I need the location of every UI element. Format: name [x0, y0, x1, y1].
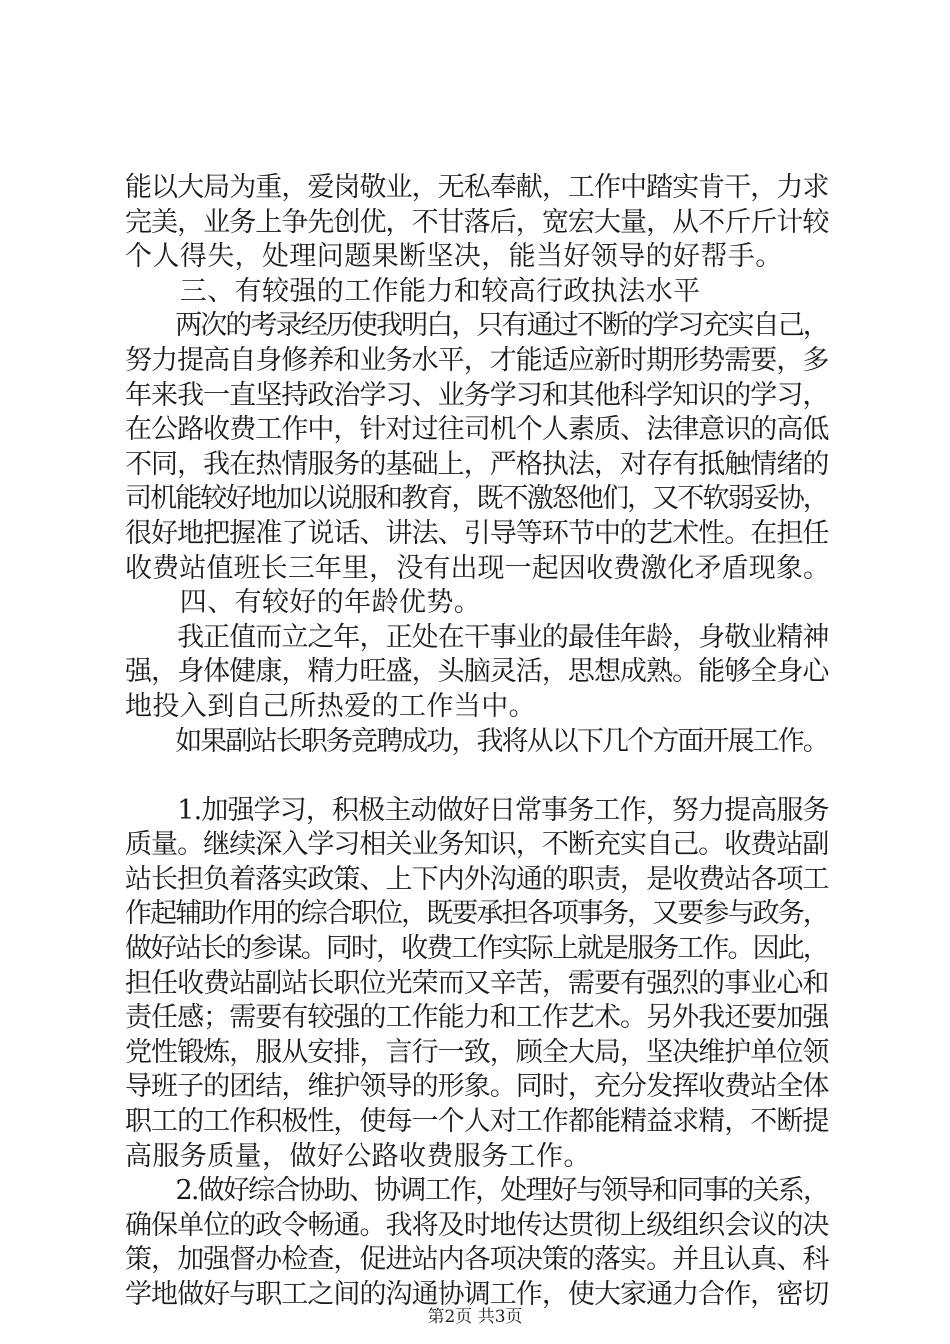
text-line: 收费站值班长三年里，没有出现一起因收费激化矛盾现象。	[125, 552, 831, 584]
text-line: 策，加强督办检查，促进站内各项决策的落实。并且认真、科	[125, 1244, 829, 1276]
blank-line	[125, 759, 830, 794]
text-line: 努力提高自身修养和业务水平，才能适应新时期形势需要，多	[125, 344, 829, 376]
text-line: 年来我一直坚持政治学习、业务学习和其他科学知识的学习，	[125, 379, 829, 411]
text-line: 地投入到自己所热爱的工作当中。	[125, 690, 536, 722]
text-line: 个人得失，处理问题果断坚决，能当好领导的好帮手。	[125, 241, 783, 273]
page-footer: 第2页 共3页	[427, 1307, 523, 1327]
text-line: 如果副站长职务竞聘成功，我将从以下几个方面开展工作。	[125, 725, 828, 757]
text-line: 职工的工作积极性，使每一个人对工作都能精益求精，不断提	[125, 1106, 829, 1138]
text-line: 党性锻炼，服从安排，言行一致，顾全大局，坚决维护单位领	[125, 1036, 829, 1068]
text-line: 责任感；需要有较强的工作能力和工作艺术。另外我还要加强	[125, 1002, 829, 1034]
document-body	[125, 171, 830, 1313]
text-line: 站长担负着落实政策、上下内外沟通的职责，是收费站各项工	[125, 863, 829, 895]
text-line: 确保单位的政令畅通。我将及时地传达贯彻上级组织会议的决	[125, 1209, 829, 1241]
text-line: 在公路收费工作中，针对过往司机个人素质、法律意识的高低	[125, 414, 829, 446]
text-line: 2.做好综合协助、协调工作，处理好与领导和同事的关系，	[125, 1175, 829, 1207]
text-line: 我正值而立之年，正处在干事业的最佳年龄，身敬业精神	[125, 621, 829, 653]
text-line: 司机能较好地加以说服和教育，既不激怒他们，又不软弱妥协，	[125, 483, 828, 515]
text-line: 学地做好与职工之间的沟通协调工作，使大家通力合作，密切	[125, 1279, 829, 1310]
text-line: 1.加强学习，积极主动做好日常事务工作，努力提高服务	[125, 794, 829, 826]
text-line: 作起辅助作用的综合职位，既要承担各项事务，又要参与政务，	[125, 898, 828, 930]
text-line: 强，身体健康，精力旺盛，头脑灵活，思想成熟。能够全身心	[125, 656, 829, 688]
text-line: 四、有较好的年龄优势。	[125, 587, 482, 619]
text-line: 导班子的团结，维护领导的形象。同时，充分发挥收费站全体	[125, 1071, 829, 1103]
text-line: 高服务质量，做好公路收费服务工作。	[125, 1140, 591, 1172]
text-line: 能以大局为重，爱岗敬业，无私奉献，工作中踏实肯干，力求	[125, 172, 829, 203]
text-line: 很好地把握准了说话、讲法、引导等环节中的艺术性。在担任	[125, 517, 829, 549]
text-line: 完美，业务上争先创优，不甘落后，宽宏大量，从不斤斤计较	[125, 206, 829, 238]
text-line: 不同，我在热情服务的基础上，严格执法，对存有抵触情绪的	[125, 448, 829, 480]
text-line: 担任收费站副站长职位光荣而又辛苦，需要有强烈的事业心和	[125, 967, 829, 999]
text-line: 两次的考录经历使我明白，只有通过不断的学习充实自己，	[125, 310, 828, 342]
text-line: 三、有较强的工作能力和较高行政执法水平	[125, 275, 701, 307]
text-line: 质量。继续深入学习相关业务知识，不断充实自己。收费站副	[125, 829, 829, 861]
text-line: 做好站长的参谋。同时，收费工作实际上就是服务工作。因此，	[125, 933, 828, 965]
